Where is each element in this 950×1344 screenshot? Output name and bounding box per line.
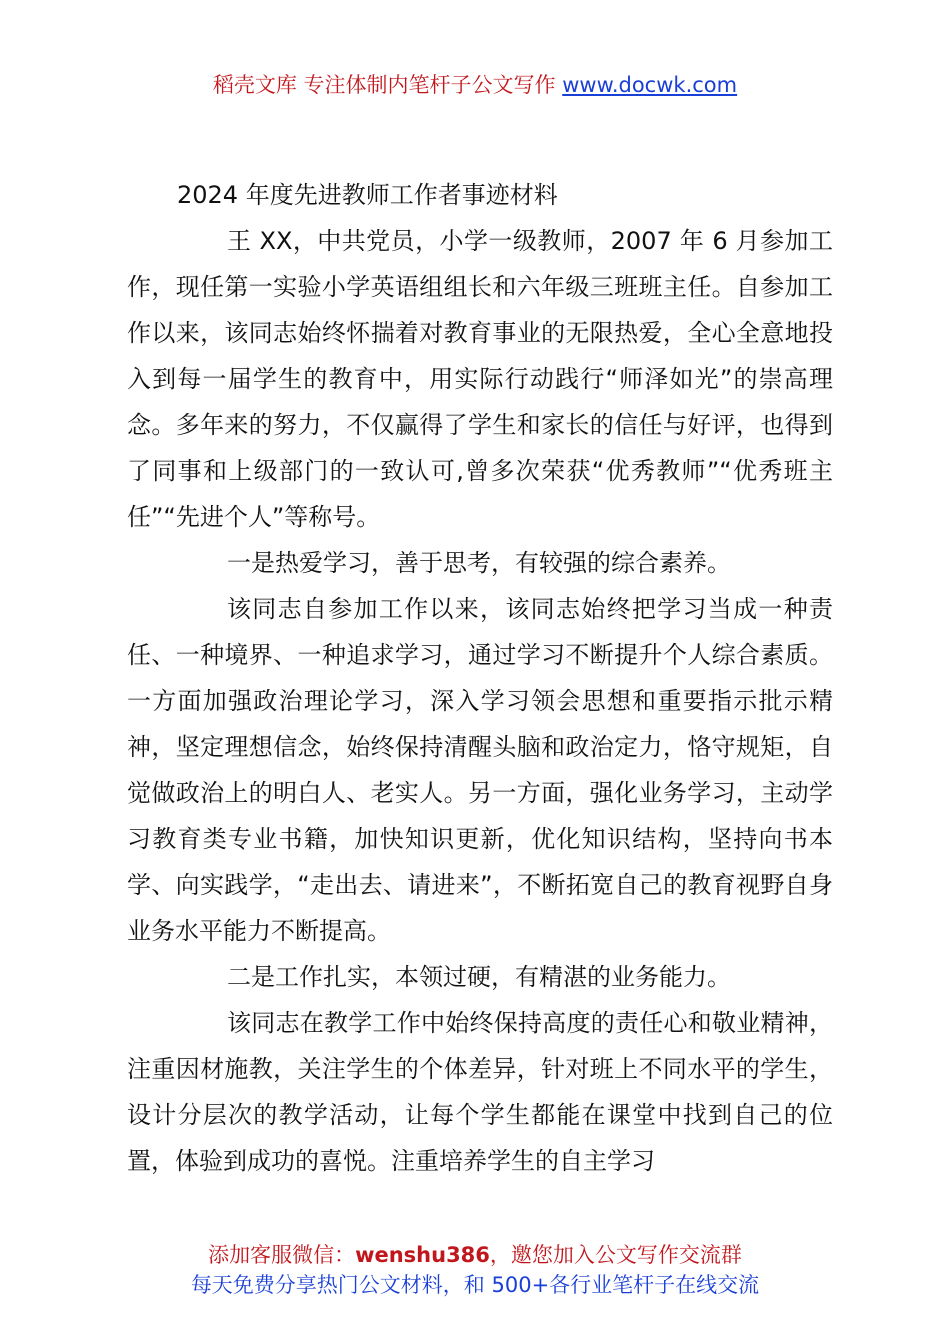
document-body <box>127 172 833 1184</box>
footer-wechat-id: wenshu386 <box>355 1243 490 1267</box>
header-text: 稻壳文库 专注体制内笔杆子公文写作 <box>212 73 563 97</box>
section-heading-1: 一是热爱学习，善于思考，有较强的综合素养。 <box>227 549 731 577</box>
section-heading-2: 二是工作扎实，本领过硬，有精湛的业务能力。 <box>227 963 731 991</box>
page-header <box>0 70 950 100</box>
header-link[interactable]: www.docwk.com <box>562 73 738 97</box>
paragraph-work: 该同志在教学工作中始终保持高度的责任心和敬业精神，注重因材施教，关注学生的个体差异，针对班上不同水平的学生，设计分层次的教学活动，让每个学生都能在课堂中找到自己的位置，体验到成功的喜悦。注重培养学生的自主学习 <box>127 1009 833 1175</box>
paragraph-study: 该同志自参加工作以来，该同志始终把学习当成一种责任、一种境界、一种追求学习，通过学习不断提升个人综合素质。一方面加强政治理论学习，深入学习领会思想和重要指示批示精神，坚定理想信念，始终保持清醒头脑和政治定力，恪守规矩，自觉做政治上的明白人、老实人。另一方面，强化业务学习，主动学习教育类专业书籍，加快知识更新，优化知识结构，坚持向书本学、向实践学，“走出去、请进来”，不断拓宽自己的教育视野自身业务水平能力不断提高。 <box>127 595 833 945</box>
footer-suffix: ，邀您加入公文写作交流群 <box>489 1243 742 1267</box>
document-title: 2024 年度先进教师工作者事迹材料 <box>177 181 558 209</box>
footer-prefix: 添加客服微信： <box>208 1243 356 1267</box>
footer-line-2: 每天免费分享热门公文材料，和 500+各行业笔杆子在线交流 <box>190 1273 760 1297</box>
paragraph-intro: 王 XX，中共党员，小学一级教师，2007 年 6 月参加工作，现任第一实验小学英语组组长和六年级三班班主任。自参加工作以来，该同志始终怀揣着对教育事业的无限热爱，全心全意地投入到每一届学生的教育中，用实际行动践行“师泽如光”的崇高理念。多年来的努力，不仅赢得了学生和家长的信任与好评，也得到了同事和上级部门的一致认可,曾多次荣获“优秀教师”“优秀班主任”“先进个人”等称号。 <box>127 227 833 531</box>
footer-line-1 <box>0 1240 950 1270</box>
page-footer <box>0 1240 950 1300</box>
